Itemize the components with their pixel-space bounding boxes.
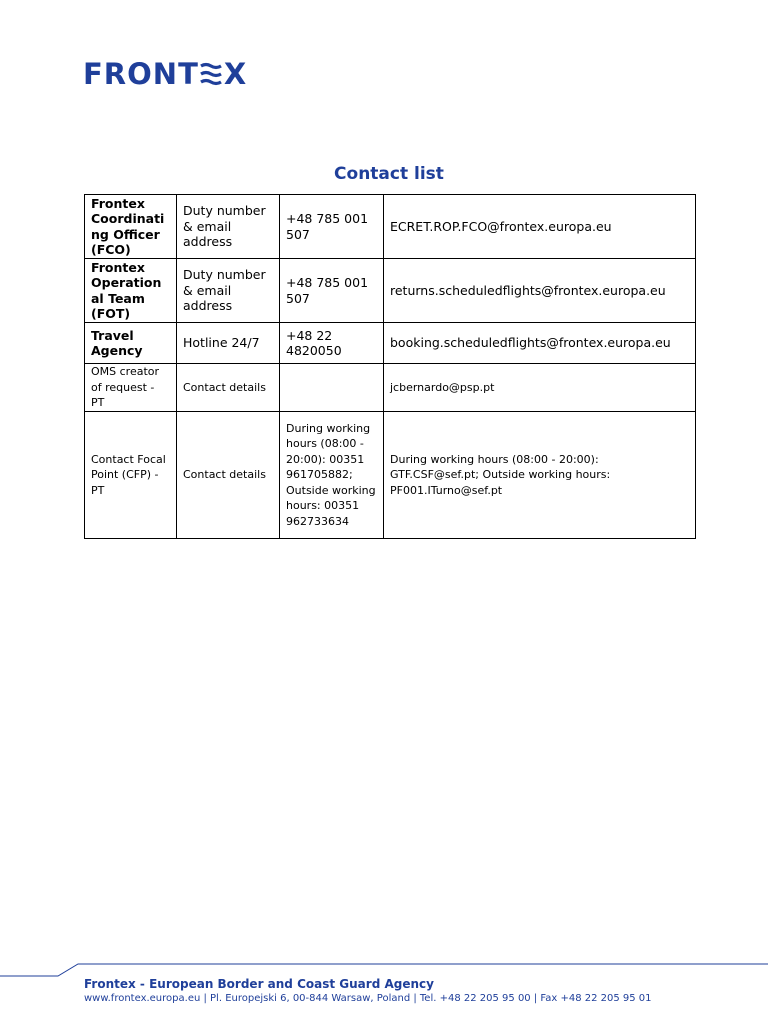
- contact-phone: +48 22 4820050: [280, 323, 384, 364]
- footer-divider: [0, 958, 768, 978]
- contact-role: Contact Focal Point (CFP) - PT: [85, 412, 177, 539]
- table-row: [85, 323, 696, 364]
- frontex-waves-icon: [200, 62, 222, 86]
- contact-type: Hotline 24/7: [177, 323, 280, 364]
- contact-role: Frontex Operation al Team (FOT): [85, 259, 177, 323]
- contact-table: [84, 194, 696, 539]
- contact-email: booking.scheduledflights@frontex.europa.eu: [384, 323, 696, 364]
- table-row: [85, 364, 696, 412]
- contact-type: Contact details: [177, 364, 280, 412]
- footer-contact-line: www.frontex.europa.eu | Pl. Europejski 6, 00-844 Warsaw, Poland | Tel. +48 22 205 95 00 | Fax +48 22 205 95 01: [84, 993, 652, 1004]
- contact-email: ECRET.ROP.FCO@frontex.europa.eu: [384, 195, 696, 259]
- footer-title: Frontex - European Border and Coast Guard Agency: [84, 977, 434, 991]
- contact-email: During working hours (08:00 - 20:00): GTF.CSF@sef.pt; Outside working hours: PF001.ITurno@sef.pt: [384, 412, 696, 539]
- contact-role: Travel Agency: [85, 323, 177, 364]
- contact-email: returns.scheduledflights@frontex.europa.eu: [384, 259, 696, 323]
- contact-role: OMS creator of request - PT: [85, 364, 177, 412]
- contact-phone: [280, 364, 384, 412]
- contact-phone: +48 785 001 507: [280, 259, 384, 323]
- frontex-logo: [83, 58, 247, 90]
- page-title: Contact list: [334, 164, 444, 184]
- contact-type: Duty number & email address: [177, 195, 280, 259]
- contact-role: Frontex Coordinati ng Officer (FCO): [85, 195, 177, 259]
- contact-type: Duty number & email address: [177, 259, 280, 323]
- table-row: [85, 412, 696, 539]
- table-row: [85, 195, 696, 259]
- contact-phone: During working hours (08:00 - 20:00): 00351 961705882; Outside working hours: 00351 962733634: [280, 412, 384, 539]
- contact-type: Contact details: [177, 412, 280, 539]
- logo-text-right: X: [223, 57, 248, 91]
- contact-email: jcbernardo@psp.pt: [384, 364, 696, 412]
- logo-text-left: FRONT: [83, 57, 199, 91]
- contact-phone: +48 785 001 507: [280, 195, 384, 259]
- table-row: [85, 259, 696, 323]
